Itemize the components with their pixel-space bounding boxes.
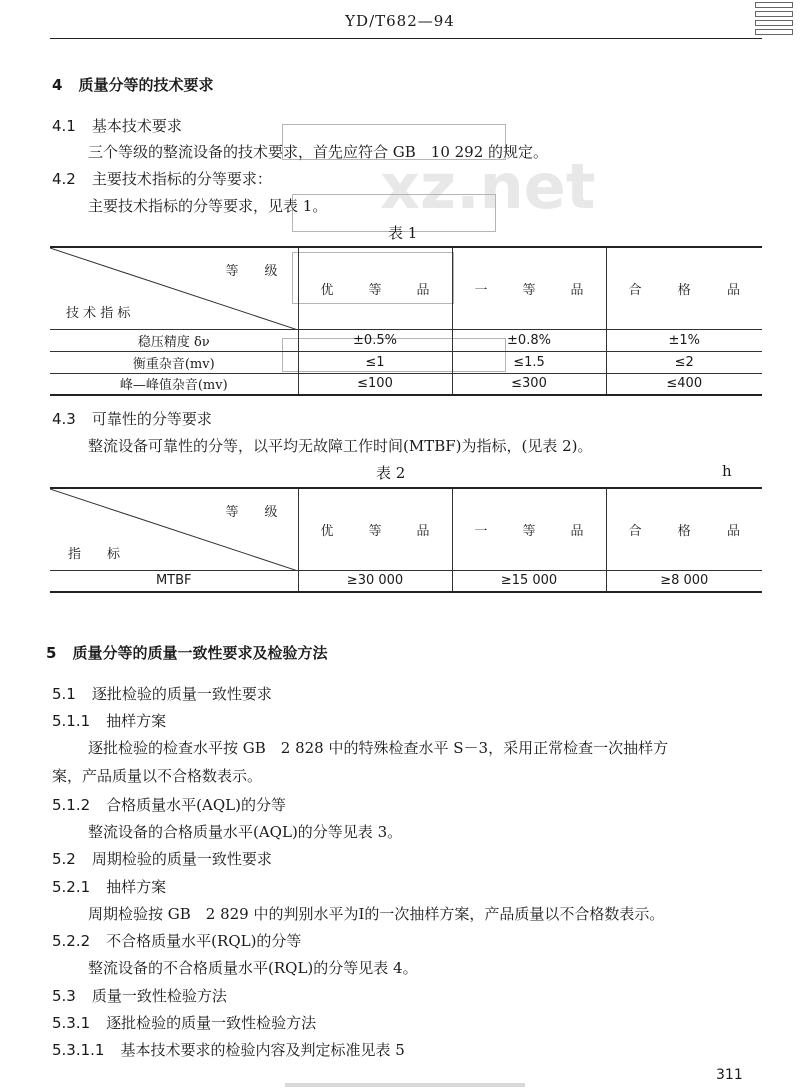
section-5-3-1-heading: 5.3.1 逐批检验的质量一致性检验方法	[52, 1014, 317, 1032]
section-5-1-2-heading: 5.1.2 合格质量水平(AQL)的分等	[52, 796, 286, 814]
table-1-corner-cell	[50, 247, 298, 329]
table-1-corner-bottom: 技 术 指 标	[66, 305, 131, 321]
table-2-grade-header: 合 格 品	[606, 488, 762, 570]
section-5-2-2-heading: 5.2.2 不合格质量水平(RQL)的分等	[52, 932, 302, 950]
table-1	[50, 246, 762, 396]
section-5-1-1-body-line2: 案，产品质量以不合格数表示。	[52, 767, 263, 785]
page-number: 311	[716, 1067, 743, 1083]
table-2-unit: h	[722, 462, 732, 480]
section-4-heading: 4 质量分等的技术要求	[52, 76, 214, 94]
section-4-1-body: 三个等级的整流设备的技术要求，首先应符合 GB 10 292 的规定。	[88, 143, 549, 161]
section-5-1-1-heading: 5.1.1 抽样方案	[52, 712, 167, 730]
section-5-2-heading: 5.2 周期检验的质量一致性要求	[52, 850, 272, 868]
table-1-corner-top: 等 级	[225, 264, 278, 279]
table-cell: ≥8 000	[606, 570, 762, 592]
table-row	[50, 351, 762, 373]
table-1-row-label: 衡重杂音(mv)	[50, 351, 298, 373]
table-cell: ≤2	[606, 351, 762, 373]
table-2-corner-bottom: 指 标	[68, 546, 121, 562]
table-2-grade-header: 优 等 品	[298, 488, 452, 570]
table-cell: ≤400	[606, 373, 762, 395]
table-cell: ≤1	[298, 351, 452, 373]
table-cell: ≤100	[298, 373, 452, 395]
table-1-caption: 表 1	[388, 224, 418, 242]
section-5-1-1-body-line1: 逐批检验的检查水平按 GB 2 828 中的特殊检查水平 S－3，采用正常检查一次抽样方	[88, 739, 669, 757]
section-5-2-2-body: 整流设备的不合格质量水平(RQL)的分等见表 4。	[88, 959, 418, 977]
section-5-heading: 5 质量分等的质量一致性要求及检验方法	[46, 644, 328, 662]
section-5-1-2-body: 整流设备的合格质量水平(AQL)的分等见表 3。	[88, 823, 403, 841]
standard-code: YD/T682—94	[345, 12, 455, 30]
table-2-corner-top: 等 级	[225, 505, 278, 520]
table-2	[50, 487, 762, 593]
section-5-2-1-body: 周期检验按 GB 2 829 中的判别水平为Ⅰ的一次抽样方案，产品质量以不合格数表示。	[88, 905, 665, 923]
table-cell: ≥15 000	[452, 570, 606, 592]
table-row	[50, 570, 762, 592]
table-2-caption: 表 2	[376, 464, 406, 482]
section-5-1-heading: 5.1 逐批检验的质量一致性要求	[52, 685, 272, 703]
section-5-3-heading: 5.3 质量一致性检验方法	[52, 987, 227, 1005]
footer-strip	[285, 1083, 525, 1087]
corner-mark	[755, 2, 793, 38]
table-cell: ±1%	[606, 329, 762, 351]
table-1-grade-header: 合 格 品	[606, 247, 762, 329]
watermark: xz.net	[380, 150, 596, 223]
table-row	[50, 329, 762, 351]
table-cell: ±0.8%	[452, 329, 606, 351]
table-1-row-label: 稳压精度 δν	[50, 329, 298, 351]
table-cell: ≥30 000	[298, 570, 452, 592]
table-1-grade-header: 一 等 品	[452, 247, 606, 329]
section-4-3-heading: 4.3 可靠性的分等要求	[52, 410, 212, 428]
table-1-grade-header: 优 等 品	[298, 247, 452, 329]
section-4-2-body: 主要技术指标的分等要求，见表 1。	[88, 197, 328, 215]
section-5-3-1-1-heading: 5.3.1.1 基本技术要求的检验内容及判定标准见表 5	[52, 1041, 405, 1059]
table-2-grade-header: 一 等 品	[452, 488, 606, 570]
table-2-corner-cell	[50, 488, 298, 570]
header-rule	[50, 38, 762, 39]
table-cell: ≤300	[452, 373, 606, 395]
section-5-2-1-heading: 5.2.1 抽样方案	[52, 878, 167, 896]
section-4-1-heading: 4.1 基本技术要求	[52, 117, 182, 135]
table-cell: ±0.5%	[298, 329, 452, 351]
table-1-row-label: 峰—峰值杂音(mv)	[50, 373, 298, 395]
table-2-row-label: MTBF	[50, 570, 298, 592]
table-cell: ≤1.5	[452, 351, 606, 373]
section-4-3-body: 整流设备可靠性的分等，以平均无故障工作时间(MTBF)为指标，(见表 2)。	[88, 437, 593, 455]
section-4-2-heading: 4.2 主要技术指标的分等要求：	[52, 170, 272, 188]
table-row	[50, 373, 762, 395]
